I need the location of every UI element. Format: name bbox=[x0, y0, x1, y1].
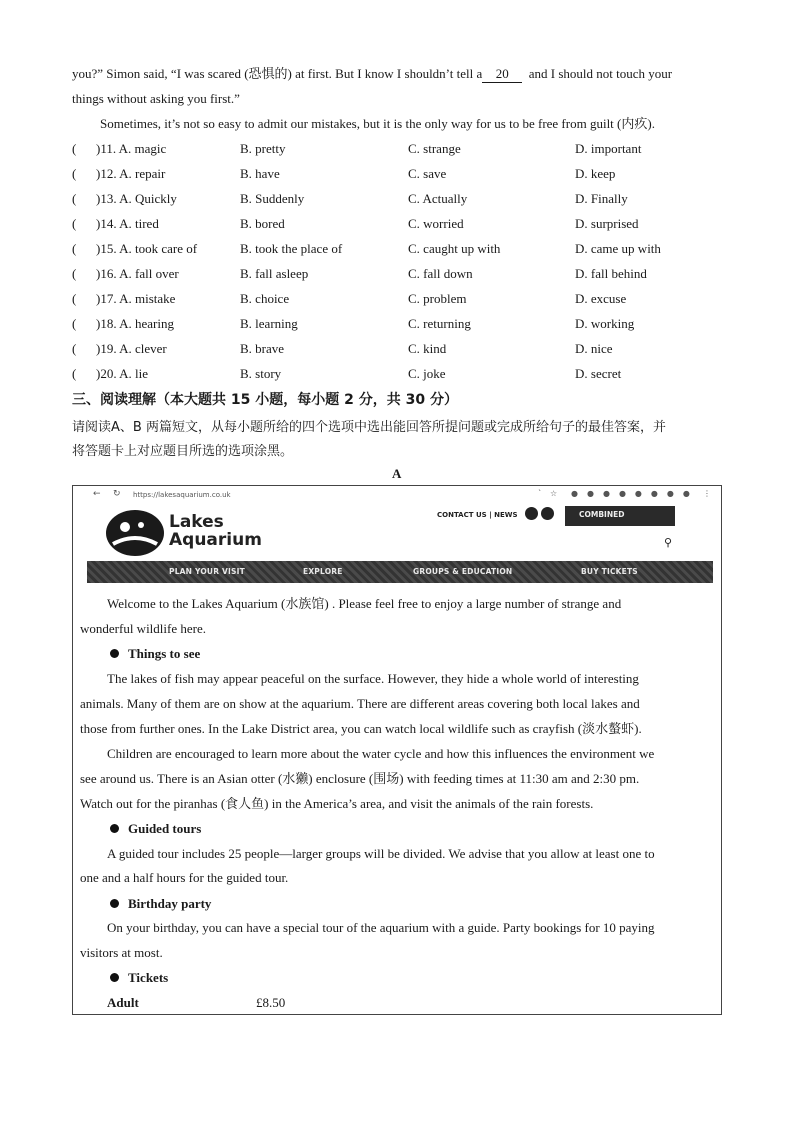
question-row bbox=[72, 316, 732, 334]
bullet-icon bbox=[110, 649, 119, 658]
paragraph-line: Children are encouraged to learn more about the water cycle and how this influences the environment we bbox=[107, 746, 655, 761]
menu-icon[interactable]: ⋮ bbox=[703, 489, 711, 498]
paragraph-line: see around us. There is an Asian otter (水獭) enclosure (围场) with feeding times at 11:30 am and 2:30 pm. bbox=[80, 771, 640, 786]
website-screenshot bbox=[72, 485, 722, 1015]
option-d: D. keep bbox=[575, 166, 616, 181]
option-b: B. story bbox=[240, 366, 282, 381]
question-row bbox=[72, 366, 732, 384]
question-row bbox=[72, 166, 732, 184]
logo-text: Lakes Aquarium bbox=[169, 512, 262, 550]
answer-bracket[interactable]: ( bbox=[72, 216, 77, 231]
search-icon[interactable]: ⚲ bbox=[664, 537, 673, 549]
option-c: C. fall down bbox=[408, 266, 473, 281]
star-icon[interactable]: ☆ bbox=[550, 489, 558, 498]
option-a: )13. A. Quickly bbox=[96, 191, 177, 206]
option-c: C. strange bbox=[408, 141, 461, 156]
nav-explore[interactable]: EXPLORE bbox=[303, 567, 343, 576]
question-row bbox=[72, 141, 732, 159]
answer-bracket[interactable]: ( bbox=[72, 166, 77, 181]
facebook-icon[interactable] bbox=[525, 507, 538, 520]
option-d: D. came up with bbox=[575, 241, 661, 256]
option-c: C. returning bbox=[408, 316, 471, 331]
option-c: C. caught up with bbox=[408, 241, 501, 256]
option-c: C. joke bbox=[408, 366, 446, 381]
reload-icon[interactable]: ↻ bbox=[113, 489, 121, 499]
lakes-aquarium-logo-icon bbox=[103, 508, 167, 558]
option-a: )12. A. repair bbox=[96, 166, 166, 181]
option-a: )18. A. hearing bbox=[96, 316, 174, 331]
extension-icons[interactable]: ●●●●●●●● bbox=[571, 489, 699, 498]
option-b: B. Suddenly bbox=[240, 191, 305, 206]
answer-bracket[interactable]: ( bbox=[72, 341, 77, 356]
option-c: C. problem bbox=[408, 291, 467, 306]
option-a: )15. A. took care of bbox=[96, 241, 198, 256]
news-link[interactable]: NEWS bbox=[494, 511, 518, 519]
answer-bracket[interactable]: ( bbox=[72, 366, 77, 381]
twitter-icon[interactable] bbox=[541, 507, 554, 520]
option-a: )16. A. fall over bbox=[96, 266, 179, 281]
contact-us-link[interactable]: CONTACT US bbox=[437, 511, 487, 519]
intro-line-2: wonderful wildlife here. bbox=[80, 621, 206, 636]
option-d: D. surprised bbox=[575, 216, 639, 231]
ticket-adult-price: £8.50 bbox=[256, 995, 286, 1010]
bullet-icon bbox=[110, 824, 119, 833]
nav-plan-your-visit[interactable]: PLAN YOUR VISIT bbox=[169, 567, 245, 576]
heading-guided-tours: Guided tours bbox=[110, 821, 201, 837]
option-b: B. learning bbox=[240, 316, 298, 331]
instructions-line-1: 请阅读A、B 两篇短文，从每小题所给的四个选项中选出能回答所提问题或完成所给句子的最佳答案，并 bbox=[72, 420, 666, 435]
option-c: C. save bbox=[408, 166, 447, 181]
browser-bar bbox=[73, 486, 721, 508]
back-icon[interactable]: ← bbox=[93, 489, 101, 499]
passage-label: A bbox=[392, 466, 402, 481]
option-b: B. bored bbox=[240, 216, 285, 231]
answer-bracket[interactable]: ( bbox=[72, 191, 77, 206]
combined-ticket-button[interactable]: COMBINED bbox=[565, 506, 675, 526]
share-icon[interactable]: ` bbox=[538, 489, 542, 498]
ticket-adult-label: Adult bbox=[107, 995, 139, 1010]
option-c: C. kind bbox=[408, 341, 447, 356]
nav-groups-education[interactable]: GROUPS & EDUCATION bbox=[413, 567, 513, 576]
question-row bbox=[72, 216, 732, 234]
passage-line-2: things without asking you first.” bbox=[72, 91, 240, 106]
paragraph-line: one and a half hours for the guided tour. bbox=[80, 870, 289, 885]
passage-line-1: you?” Simon said, “I was scared (恐惧的) at first. But I know I shouldn’t tell a 20 and I should not touch your bbox=[72, 66, 673, 81]
question-row bbox=[72, 191, 732, 209]
option-b: B. took the place of bbox=[240, 241, 343, 256]
answer-bracket[interactable]: ( bbox=[72, 241, 77, 256]
option-d: D. working bbox=[575, 316, 635, 331]
option-b: B. have bbox=[240, 166, 280, 181]
option-a: )14. A. tired bbox=[96, 216, 159, 231]
paragraph-line: visitors at most. bbox=[80, 945, 163, 960]
paragraph-line: The lakes of fish may appear peaceful on the surface. However, they hide a whole world of interesting bbox=[107, 671, 639, 686]
heading-tickets: Tickets bbox=[110, 970, 168, 986]
option-c: C. worried bbox=[408, 216, 464, 231]
bullet-icon bbox=[110, 899, 119, 908]
paragraph-line: Watch out for the piranhas (食人鱼) in the America’s area, and visit the animals of the rain forests. bbox=[80, 796, 594, 811]
intro-line-1: Welcome to the Lakes Aquarium (水族馆) . Please feel free to enjoy a large number of strange and bbox=[107, 596, 622, 611]
option-d: D. nice bbox=[575, 341, 613, 356]
address-bar[interactable]: https://lakesaquarium.co.uk bbox=[133, 491, 231, 499]
option-a: )17. A. mistake bbox=[96, 291, 176, 306]
paragraph-line: animals. Many of them are on show at the aquarium. There are different areas covering both local lakes and bbox=[80, 696, 640, 711]
bullet-icon bbox=[110, 973, 119, 982]
answer-bracket[interactable]: ( bbox=[72, 141, 77, 156]
option-d: D. excuse bbox=[575, 291, 627, 306]
option-d: D. Finally bbox=[575, 191, 628, 206]
option-b: B. pretty bbox=[240, 141, 286, 156]
option-a: )19. A. clever bbox=[96, 341, 167, 356]
main-nav bbox=[87, 561, 713, 583]
question-row bbox=[72, 341, 732, 359]
section-title: 三、阅读理解（本大题共 15 小题，每小题 2 分，共 30 分） bbox=[72, 392, 458, 408]
instructions-line-2: 将答题卡上对应题目所选的选项涂黑。 bbox=[72, 444, 294, 459]
option-d: D. important bbox=[575, 141, 642, 156]
paragraph-line: those from further ones. In the Lake District area, you can watch local wildlife such as crayfish (淡水螯虾). bbox=[80, 721, 642, 736]
blank-20[interactable]: 20 bbox=[482, 66, 522, 83]
option-c: C. Actually bbox=[408, 191, 468, 206]
question-row bbox=[72, 241, 732, 259]
question-row bbox=[72, 266, 732, 284]
option-b: B. brave bbox=[240, 341, 285, 356]
paragraph-line: On your birthday, you can have a special tour of the aquarium with a guide. Party bookings for 10 paying bbox=[107, 920, 655, 935]
header-links: CONTACT US | NEWS bbox=[437, 511, 518, 519]
heading-things-to-see: Things to see bbox=[110, 646, 200, 662]
option-d: D. secret bbox=[575, 366, 622, 381]
question-row bbox=[72, 291, 732, 309]
answer-bracket[interactable]: ( bbox=[72, 266, 77, 281]
answer-bracket[interactable]: ( bbox=[72, 291, 77, 306]
heading-birthday-party: Birthday party bbox=[110, 896, 211, 912]
option-b: B. fall asleep bbox=[240, 266, 309, 281]
option-a: )11. A. magic bbox=[96, 141, 167, 156]
option-a: )20. A. lie bbox=[96, 366, 148, 381]
option-b: B. choice bbox=[240, 291, 290, 306]
option-d: D. fall behind bbox=[575, 266, 647, 281]
nav-buy-tickets[interactable]: BUY TICKETS bbox=[581, 567, 638, 576]
answer-bracket[interactable]: ( bbox=[72, 316, 77, 331]
paragraph-line: A guided tour includes 25 people—larger groups will be divided. We advise that you allow at least one to bbox=[107, 846, 655, 861]
passage-line-3: Sometimes, it’s not so easy to admit our mistakes, but it is the only way for us to be free from guilt (内疚). bbox=[100, 116, 655, 131]
